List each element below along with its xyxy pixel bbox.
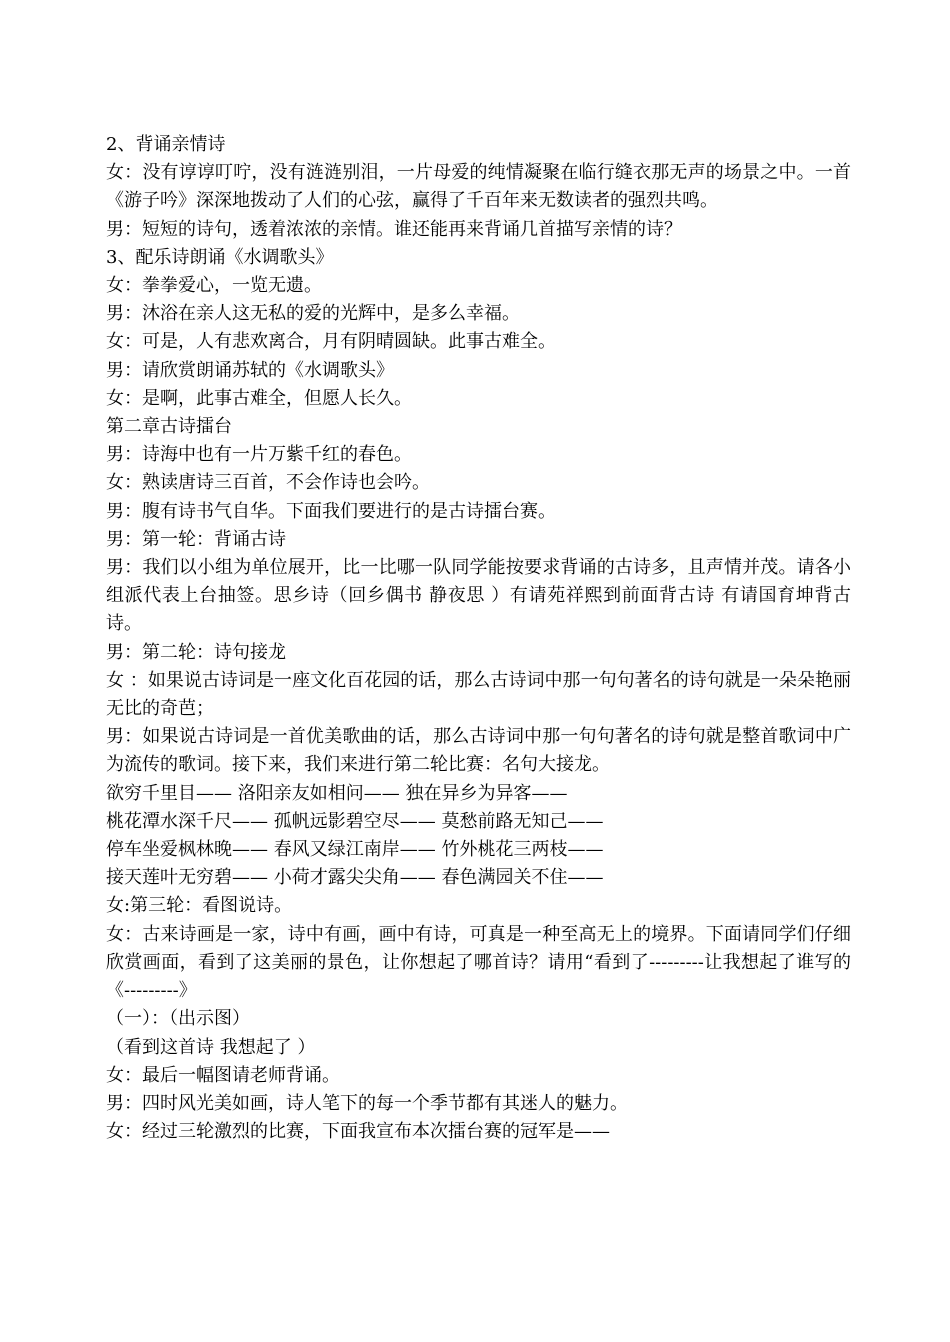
poem-line-row: 欲穷千里目—— 洛阳亲友如相问—— 独在异乡为异客——	[106, 782, 568, 804]
paragraph: 女：古来诗画是一家，诗中有画，画中有诗，可真是一种至高无上的境界。下面请同学们仔细欣赏画面，看到了这美丽的景色，让你想起了哪首诗？请用“看到了---------让我想起了谁写的《---------》	[106, 923, 851, 1002]
paragraph: 女：经过三轮激烈的比赛，下面我宣布本次擂台赛的冠军是——	[106, 1121, 610, 1143]
paragraph: 男：沐浴在亲人这无私的爱的光辉中，是多么幸福。	[106, 303, 520, 325]
section-heading: 2、背诵亲情诗	[106, 134, 226, 155]
paragraph: 女：拳拳爱心，一览无遗。	[106, 275, 322, 297]
paragraph: 女：最后一幅图请老师背诵。	[106, 1064, 340, 1086]
paragraph: 男：第一轮：背诵古诗	[106, 528, 286, 550]
document-body	[106, 131, 851, 1146]
paragraph: 女：没有谆谆叮咛，没有涟涟别泪，一片母爱的纯情凝聚在临行缝衣那无声的场景之中。一首《游子吟》深深地拨动了人们的心弦，赢得了千百年来无数读者的强烈共鸣。	[106, 162, 851, 212]
paragraph: 男：如果说古诗词是一首优美歌曲的话，那么古诗词中那一句句著名的诗句就是整首歌词中广为流传的歌词。接下来，我们来进行第二轮比赛：名句大接龙。	[106, 726, 851, 776]
paragraph: 女：是啊，此事古难全，但愿人长久。	[106, 387, 412, 409]
section-heading: 3、配乐诗朗诵《水调歌头》	[106, 246, 334, 268]
paragraph: 女：可是，人有悲欢离合，月有阴晴圆缺。此事古难全。	[106, 331, 556, 353]
paragraph: 男：请欣赏朗诵苏轼的《水调歌头》	[106, 359, 394, 381]
poem-line-row: 接天莲叶无穷碧—— 小荷才露尖尖角—— 春色满园关不住——	[106, 867, 604, 889]
paragraph: 女 ：如果说古诗词是一座文化百花园的话，那么古诗词中那一句句著名的诗句就是一朵朵艳丽无比的奇芭；	[106, 669, 851, 720]
paragraph: 男：腹有诗书气自华。下面我们要进行的是古诗擂台赛。	[106, 500, 556, 522]
poem-line-row: 桃花潭水深千尺—— 孤帆远影碧空尽—— 莫愁前路无知己——	[106, 810, 604, 832]
chapter-heading: 第二章古诗擂台	[106, 416, 232, 438]
paragraph: 男：诗海中也有一片万紫千红的春色。	[106, 444, 412, 466]
paragraph: （看到这首诗 我想起了 ）	[106, 1036, 316, 1058]
paragraph: （一）：（出示图）	[106, 1008, 250, 1030]
paragraph: 男：四时风光美如画，诗人笔下的每一个季节都有其迷人的魅力。	[106, 1092, 628, 1114]
paragraph: 男：我们以小组为单位展开，比一比哪一队同学能按要求背诵的古诗多，且声情并茂。请各小组派代表上台抽签。思乡诗（回乡偶书 静夜思 ）有请苑祥熙到前面背古诗 有请国育坤背古诗。	[106, 557, 851, 635]
paragraph: 女：熟读唐诗三百首，不会作诗也会吟。	[106, 472, 430, 494]
paragraph: 女:第三轮：看图说诗。	[106, 895, 293, 917]
paragraph: 男：第二轮：诗句接龙	[106, 641, 286, 663]
poem-line-row: 停车坐爱枫林晚—— 春风又绿江南岸—— 竹外桃花三两枝——	[106, 839, 604, 861]
paragraph: 男：短短的诗句，透着浓浓的亲情。谁还能再来背诵几首描写亲情的诗？	[106, 218, 682, 240]
